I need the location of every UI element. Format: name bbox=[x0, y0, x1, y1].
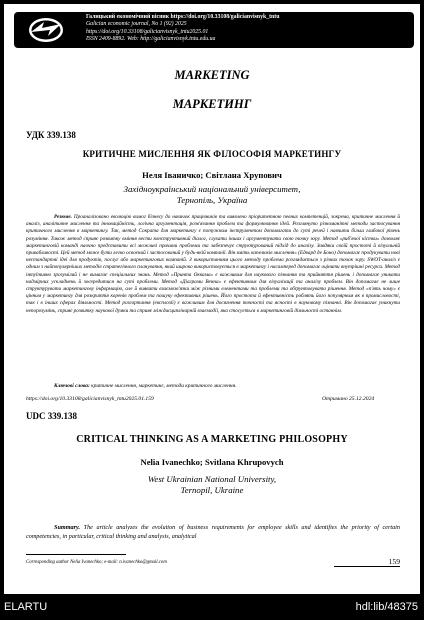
page-number: 159 bbox=[334, 557, 400, 567]
udc-code: UDC 339.138 bbox=[26, 411, 77, 421]
received-date: Отримано 25.12.2024 bbox=[322, 396, 375, 402]
authors-uk: Неля Іваничко; Світлана Хрупович bbox=[142, 170, 282, 180]
footnote-divider bbox=[26, 554, 126, 555]
article-doi[interactable]: https://doi.org/10.33108/galicianvisnyk_tntu2025.01.159 bbox=[26, 396, 154, 402]
journal-name-en: Galician economic journal, No 1 (92) 2025 bbox=[86, 21, 187, 28]
handle-label: hdl:lib/48375 bbox=[355, 601, 418, 613]
journal-name-uk: Галицький економічний вісник bbox=[86, 14, 170, 20]
affiliation-uk-line2: Тернопіль, Україна bbox=[176, 195, 248, 205]
journal-header bbox=[14, 12, 414, 48]
abstract-label-uk: Резюме. bbox=[54, 214, 72, 220]
article-title-uk: КРИТИЧНЕ МИСЛЕННЯ ЯК ФІЛОСОФІЯ МАРКЕТИНГУ bbox=[82, 149, 342, 159]
affiliation-en bbox=[4, 474, 420, 496]
section-heading-en: MARKETING bbox=[174, 68, 250, 82]
keywords-label: Ключові слова: bbox=[54, 383, 90, 389]
affiliation-en-line1: West Ukrainian National University, bbox=[147, 474, 277, 484]
udk-code: УДК 339.138 bbox=[26, 130, 76, 140]
issue-doi: https://doi.org/10.33108/galicianvisnyk_tntu2025.01 bbox=[86, 28, 209, 35]
corresponding-author-footnote: Corresponding author Nelia Ivanechko; e-mail: n.ivanechko@gmail.com bbox=[26, 560, 167, 565]
university-logo bbox=[26, 16, 66, 44]
abstract-uk bbox=[26, 214, 400, 315]
affiliation-en-line2: Ternopil, Ukraine bbox=[180, 485, 244, 495]
authors-en: Nelia Ivanechko; Svitlana Khrupovych bbox=[140, 457, 284, 467]
document-page bbox=[4, 4, 420, 594]
abstract-en bbox=[26, 523, 400, 541]
section-heading-uk: МАРКЕТИНГ bbox=[172, 97, 252, 111]
affiliation-uk bbox=[4, 184, 420, 206]
journal-doi-prefix: https://doi.org/10.33108/galicianvisnyk_tntu bbox=[170, 14, 280, 20]
issn-web: ISSN 2409-8892. Web: http://galicianvisnyk.tntu.edu.ua bbox=[86, 36, 216, 43]
keywords-text: критичне мислення, маркетинг, методи критичного мислення. bbox=[91, 383, 237, 389]
abstract-label-en: Summary. bbox=[54, 524, 81, 531]
article-title-en: CRITICAL THINKING AS A MARKETING PHILOSOPHY bbox=[76, 434, 348, 445]
abstract-text-uk: Проаналізовано еволюцію вимог бізнесу до навичок працівників та виявлено пріоритетною певних компетенцій, зокрема, критичне мислення й аналіз, аналітичне мислення та інноваційність, логічна аргументація, розв'язання проблем та формулювання ідей. Розглянуто різноманітні методи застосування критичного мислення в маркетингу. Так, метод Сократа для маркетингу є потужним інструментом допомагати до суті речей і навчити більш глибокої рівень розуміння. Також метод сприяє розвитку вміння вести конструктивний діалог, слухати інших і аргументувати свою точку зору. Метод «риб'ячої кістки» дозволяє маркетинговій команді наочно представити всі можливі причини проблеми та забезпечує структурований підхід до аналізу. Завдяки своїй простоті й візуальній привабливості. Цей метод може бути легко освоєний і застосований у будь-якій компанії. Він вміть капелюхів мислення» (Едвард де Боно) допомагає продукувати нові нестандартні ідеї для продуктів, послуг або маркетингових кампаній. З використанням цього методу проблема розглядається з різних точок зору. SWOT-аналіз є одним з найпопулярніших методів стратегічного планування, який широко використовується в маркетингу і насамперед допомагає оцінити внутрішні ресурси. Метод інтуїтивно зрозумілий і не вимагає спеціальних знань. Метод «Принта Оккама» є важливим для наукового пізнання та прийняття рішень і допомагає уникати надмірних ускладнень й зосередитися на суті проблеми. Метод «Діаграми Венна» є ефективним для візуалізації та аналізу проблем. Він допомагає не лише структурувати маркетингову інформацію, але й виявити взаємозв'язки між різними елементами та проблеми та обґрунтовувати рішення. Метод «п'ять чому» є цінним у маркетингу для розкриття коренів проблем та пошуку ефективних рішень. Його простота й ефективність роблять його популярним як в промисловості, так і в інших сферах діяльності. Метод розгортання (експлозії) є важливим для досягнення точності та ясності в науковому пізнанні. Він допомагає уникнути непорозумінь, сприяє розвитку наукової думки та сприяє міждисциплінарній взаємодії, яка стосується в маркетинговій діяльності останнім. bbox=[26, 214, 400, 314]
affiliation-uk-line1: Західноукраїнський національний університет, bbox=[123, 184, 301, 194]
abstract-text-en: The article analyzes the evolution of business requirements for employee skills and identifies the priority of certain competencies, in particular, critical thinking and analysis, analytical bbox=[26, 524, 400, 540]
repository-label: ELARTU bbox=[4, 601, 48, 613]
keywords-uk bbox=[26, 383, 400, 390]
